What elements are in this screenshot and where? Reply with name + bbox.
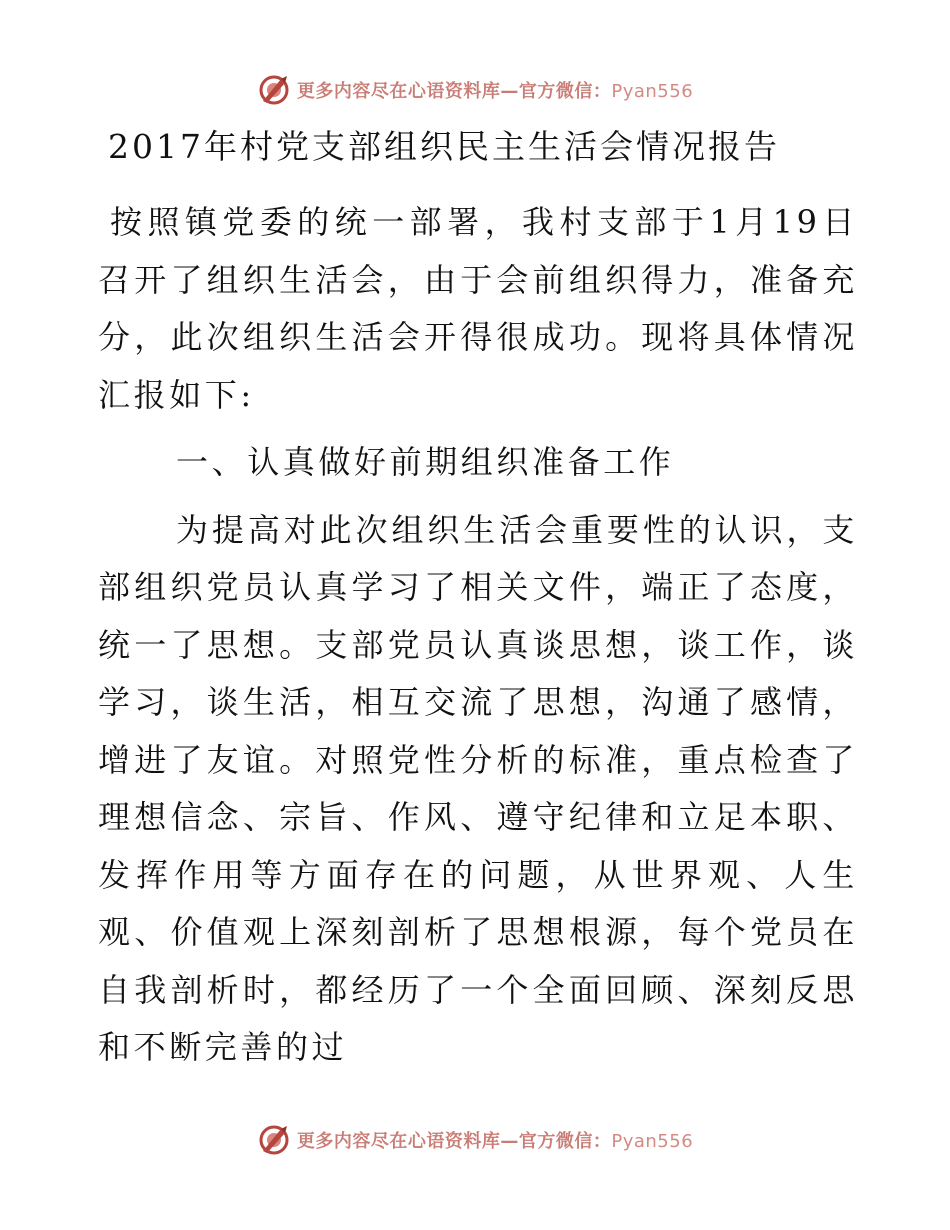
watermark-group xyxy=(257,73,693,107)
header-watermark xyxy=(0,70,950,110)
section-1-paragraph: 为提高对此次组织生活会重要性的认识，支部组织党员认真学习了相关文件，端正了态度，统一了思想。支部党员认真谈思想，谈工作，谈学习，谈生活，相互交流了思想，沟通了感情，增进了友谊。对照党性分析的标准，重点检查了理想信念、宗旨、作风、遵守纪律和立足本职、发挥作用等方面存在的问题，从世界观、人生观、价值观上深刻剖析了思想根源，每个党员在自我剖析时，都经历了一个全面回顾、深刻反思和不断完善的过 xyxy=(98,510,858,1066)
quill-logo-icon xyxy=(257,73,291,107)
intro-paragraph: 按照镇党委的统一部署，我村支部于1月19日召开了组织生活会，由于会前组织得力，准备充分，此次组织生活会开得很成功。现将具体情况汇报如下: xyxy=(98,203,858,414)
watermark-text: 更多内容尽在心语资料库—官方微信：Pyan556 xyxy=(296,81,694,102)
document-body xyxy=(98,194,858,1077)
watermark-wechat-id: Pyan556 xyxy=(611,1131,694,1152)
watermark-group xyxy=(257,1123,693,1157)
document-title: 2017年村党支部组织民主生活会情况报告 xyxy=(108,127,780,166)
watermark-text: 更多内容尽在心语资料库—官方微信：Pyan556 xyxy=(296,1131,694,1152)
footer-watermark xyxy=(0,1120,950,1160)
section-heading-1: 一、认真做好前期组织准备工作 xyxy=(176,443,675,481)
watermark-wechat-id: Pyan556 xyxy=(611,81,694,102)
quill-logo-icon xyxy=(257,1123,291,1157)
